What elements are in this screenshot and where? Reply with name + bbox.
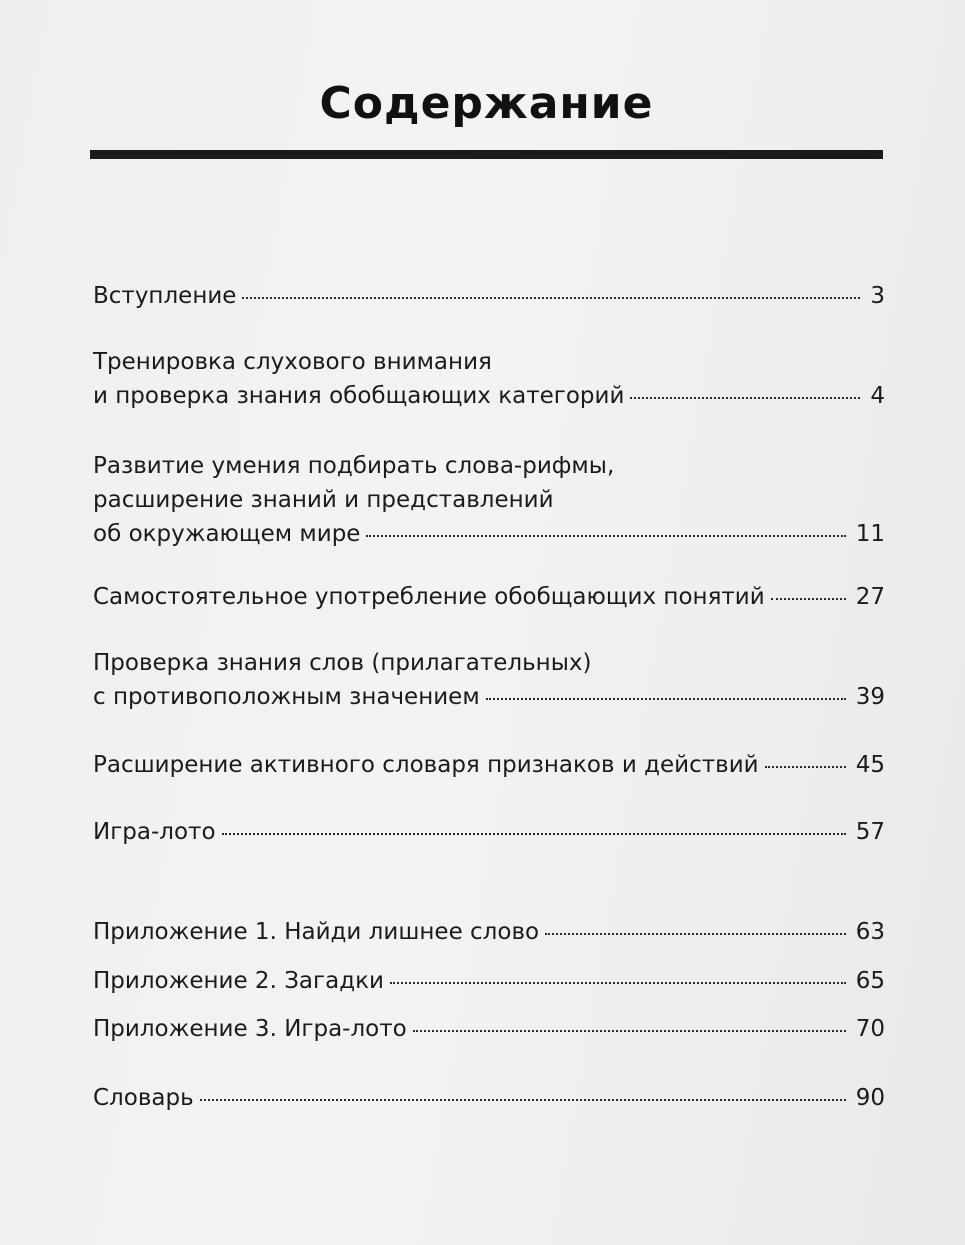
dot-leader bbox=[765, 766, 846, 768]
dot-leader bbox=[366, 535, 845, 537]
toc-entry-active-vocabulary[interactable] bbox=[93, 748, 885, 782]
toc-entry-title: Самостоятельное употребление обобщающих понятий bbox=[93, 584, 765, 610]
toc-page-number: 45 bbox=[855, 752, 885, 778]
toc-page-number: 90 bbox=[855, 1085, 885, 1111]
dot-leader bbox=[771, 598, 846, 600]
toc-page-number: 63 bbox=[855, 919, 885, 945]
toc-entry-title: об окружающем мире bbox=[93, 521, 361, 547]
toc-entry-title: Вступление bbox=[93, 283, 237, 309]
toc-entry-title-line: Развитие умения подбирать слова-рифмы, bbox=[93, 453, 615, 479]
toc-page-number: 3 bbox=[870, 283, 885, 309]
toc-entry-appendix-2[interactable] bbox=[93, 964, 885, 998]
toc-entry-introduction[interactable] bbox=[93, 279, 885, 313]
toc-entry-title: Расширение активного словаря признаков и действий bbox=[93, 752, 759, 778]
toc-page-number: 39 bbox=[855, 684, 885, 710]
toc-entry-title: и проверка знания обобщающих категорий bbox=[93, 383, 625, 409]
page-title: Содержание bbox=[319, 78, 654, 129]
toc-page-number: 70 bbox=[855, 1016, 885, 1042]
toc-entry-appendix-1[interactable] bbox=[93, 915, 885, 949]
dot-leader bbox=[242, 297, 860, 299]
dot-leader bbox=[222, 833, 846, 835]
dot-leader bbox=[413, 1030, 846, 1032]
toc-entry-lotto-game[interactable] bbox=[93, 815, 885, 849]
toc-entry-antonyms[interactable] bbox=[93, 646, 885, 714]
toc-entry-title: с противоположным значением bbox=[93, 684, 480, 710]
toc-entry-title: Игра-лото bbox=[93, 819, 216, 845]
toc-entry-title-line: расширение знаний и представлений bbox=[93, 487, 554, 513]
toc-page-number: 27 bbox=[855, 584, 885, 610]
dot-leader bbox=[486, 698, 846, 700]
dot-leader bbox=[545, 933, 846, 935]
dot-leader bbox=[390, 982, 846, 984]
toc-entry-glossary[interactable] bbox=[93, 1081, 885, 1115]
dot-leader bbox=[200, 1099, 846, 1101]
toc-entry-generalizing-concepts[interactable] bbox=[93, 580, 885, 614]
toc-entry-title: Приложение 3. Игра-лото bbox=[93, 1016, 407, 1042]
toc-page-number: 11 bbox=[855, 521, 885, 547]
toc-entry-appendix-3[interactable] bbox=[93, 1012, 885, 1046]
toc-page-number: 4 bbox=[870, 383, 885, 409]
toc-entry-title: Приложение 2. Загадки bbox=[93, 968, 384, 994]
toc-entry-rhymes[interactable] bbox=[93, 449, 885, 551]
toc-page-number: 65 bbox=[855, 968, 885, 994]
toc-entry-auditory-attention[interactable] bbox=[93, 345, 885, 413]
toc-entry-title-line: Проверка знания слов (прилагательных) bbox=[93, 650, 592, 676]
title-underline bbox=[90, 150, 883, 159]
dot-leader bbox=[630, 397, 860, 399]
toc-entry-title: Словарь bbox=[93, 1085, 194, 1111]
toc-entry-title: Приложение 1. Найди лишнее слово bbox=[93, 919, 540, 945]
toc-page-number: 57 bbox=[855, 819, 885, 845]
toc-entry-title-line: Тренировка слухового внимания bbox=[93, 349, 492, 375]
